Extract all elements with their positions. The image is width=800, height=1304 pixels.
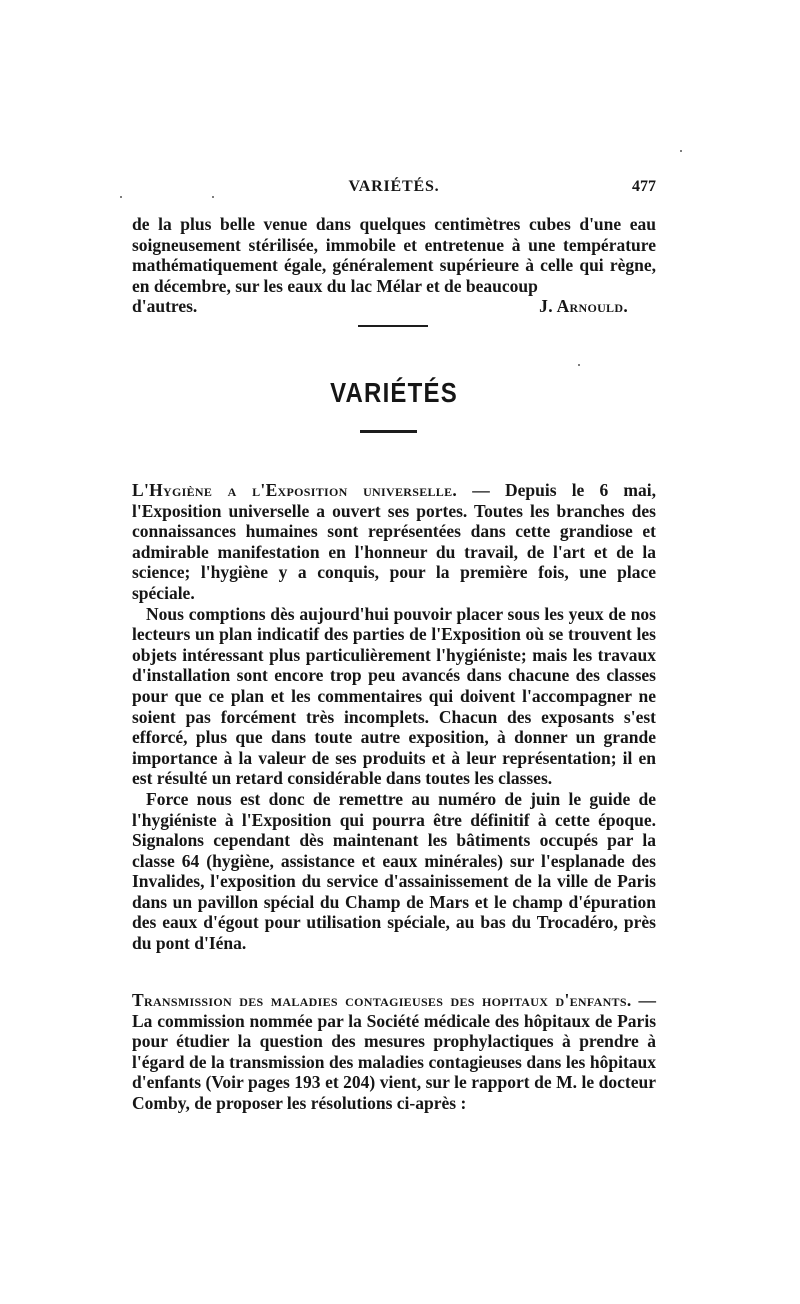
- scan-speck: [578, 364, 580, 366]
- running-title: VARIÉTÉS.: [348, 178, 440, 195]
- section-title-rule: [360, 430, 417, 433]
- previous-article-text: de la plus belle venue dans quelques centimètres cubes d'une eau soigneusement stérilisée, immobile et entretenue à une température mathématiquement égale, généralement supérieure à celle qui règne, en décembre, sur les eaux du lac Mélar et de beaucoup: [132, 214, 656, 296]
- scan-speck: [120, 196, 122, 198]
- section-title: VARIÉTÉS: [330, 377, 458, 409]
- article-exposition-p1: [132, 480, 656, 604]
- previous-article-end: [132, 214, 656, 317]
- article-transmission-text: La commission nommée par la Société médicale des hôpitaux de Paris pour étudier la question des mesures prophylactiques à prendre à l'égard de la transmission des maladies contagieuses dans les hôpitaux d'enfants (Voir pages 193 et 204) vient, sur le rapport de M. le docteur Comby, de proposer les résolutions ci-après :: [132, 1010, 656, 1113]
- article-exposition-p3: Force nous est donc de remettre au numéro de juin le guide de l'hygiéniste à l'Exposition qui pourra être définitif à cette époque. Signalons cependant dès maintenant les bâtiments occupés par la classe 64 (hygiène, assistance et eaux minérales) sur l'esplanade des Invalides, l'exposition du service d'assainissement de la ville de Paris dans un pavillon spécial du Champ de Mars et le champ d'épuration des eaux d'égout pour utilisation spéciale, au bas du Trocadéro, près du pont d'Iéna.: [132, 788, 656, 954]
- article-exposition-text-1: Depuis le 6 mai, l'Exposition universelle a ouvert ses portes. Toutes les branches des connaissances humaines sont représentées dans cette grandiose et admirable manifestation en l'honneur du travail, de l'art et de la science; l'hygiène y a conquis, pour la première fois, une place spéciale.: [132, 480, 657, 603]
- article-end-rule: [358, 325, 428, 327]
- scan-speck: [212, 196, 214, 198]
- article-transmission-p1: [132, 990, 656, 1114]
- author-signature: J. Arnould.: [539, 296, 628, 317]
- article-transmission: [132, 990, 656, 1114]
- heading-dash: —: [457, 480, 505, 500]
- article-transmission-heading: Transmission des maladies contagieuses des hopitaux d'enfants.: [132, 990, 632, 1010]
- running-head: [132, 178, 656, 204]
- scan-speck: [680, 150, 682, 152]
- article-exposition-heading: L'Hygiène a l'Exposition universelle.: [132, 480, 458, 500]
- article-exposition-p2: Nous comptions dès aujourd'hui pouvoir placer sous les yeux de nos lecteurs un plan indicatif des parties de l'Exposition où se trouvent les objets intéressant plus particulièrement l'hygiéniste; mais les travaux d'installation sont encore trop peu avancés dans chacune des classes pour que ce plan et les commentaires qui doivent l'accompagner ne soient pas forcément très incomplets. Chacun des exposants s'est efforcé, plus que dans toute autre exposition, à donner un grande importance à la valeur de ses produits et à leur représentation; il en est résulté un retard considérable dans toutes les classes.: [132, 603, 656, 789]
- page-number: 477: [632, 178, 656, 195]
- signature-line: [132, 296, 656, 317]
- article-exposition: [132, 480, 656, 954]
- last-line: d'autres.: [132, 296, 198, 317]
- heading-dash: —: [631, 990, 657, 1010]
